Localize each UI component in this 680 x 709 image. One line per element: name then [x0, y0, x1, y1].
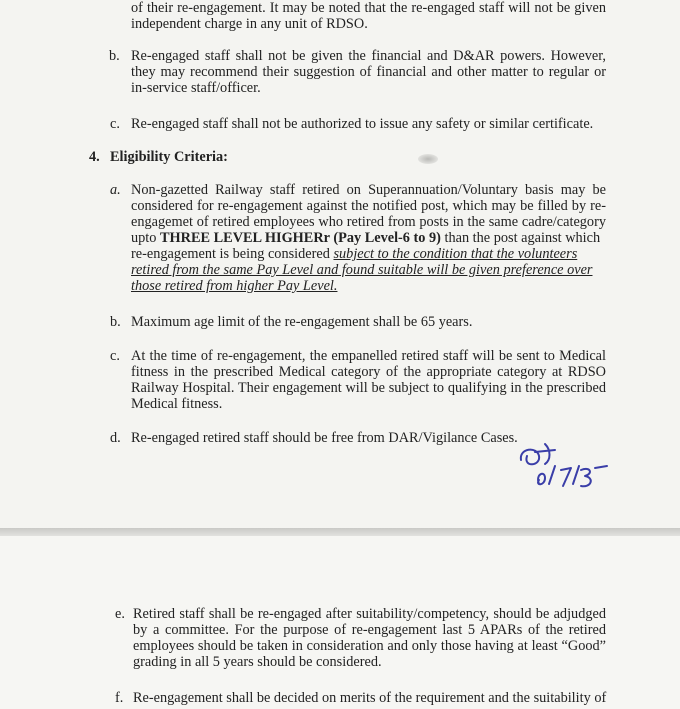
condition-underlined-start: subject to the condition that the volunteers [333, 246, 578, 262]
item-4a-line-4-end: than the post against which [440, 230, 601, 246]
intro-line-2: independent charge in any unit of RDSO. [131, 16, 368, 32]
item-4a-line-4-start: upto [131, 230, 160, 246]
item-e-line-1: Retired staff shall be re-engaged after suitability/competency, should be adjudged [133, 606, 606, 622]
item-e-line-2: by a committee. For the purpose of re-engagement last 5 APARs of the retired [133, 622, 606, 638]
page-break [0, 528, 680, 536]
item-4a-line-5-start: re-engagement is being considered [131, 246, 334, 262]
item-4a-line-5 [131, 246, 577, 262]
item-e-line-3: employees should be taken in consideration and only those having at least “Good” [133, 638, 606, 654]
item-c-marker: c. [110, 116, 120, 132]
section-4-title: Eligibility Criteria: [110, 149, 228, 165]
item-b-marker: b. [109, 48, 120, 64]
item-4a-line-3: engagemet of retired employees who retired from posts in the same cadre/category [131, 214, 606, 230]
item-4d-line-1: Re-engaged retired staff should be free from DAR/Vigilance Cases. [131, 430, 518, 446]
item-4c-line-4: Medical fitness. [131, 396, 223, 412]
item-4c-line-3: Railway Hospital. Their engagement will be subject to qualifying in the prescribed [131, 380, 606, 396]
item-4a-marker: a. [110, 182, 121, 198]
condition-underlined-line-2: those retired from higher Pay Level. [131, 278, 338, 294]
item-4a-line-1: Non-gazetted Railway staff retired on Superannuation/Voluntary basis may be [131, 182, 606, 198]
item-b-line-2: they may recommend their suggestion of financial and other matter to regular or [131, 64, 606, 80]
item-e-marker: e. [115, 606, 125, 622]
item-b-line-3: in-service staff/officer. [131, 80, 261, 96]
item-b-line-1: Re-engaged staff shall not be given the financial and D&AR powers. However, [131, 48, 606, 64]
section-4-number: 4. [89, 149, 100, 165]
item-4a-line-2: considered for re-engagement against the notified post, which may be filled by re- [131, 198, 606, 214]
scan-smudge [418, 154, 438, 164]
handwritten-signature [515, 440, 625, 500]
item-f-marker: f. [115, 690, 124, 706]
item-4a-line-4 [131, 230, 600, 246]
item-4b-line-1: Maximum age limit of the re-engagement shall be 65 years. [131, 314, 473, 330]
document-page-2 [0, 536, 680, 709]
item-e-line-4: grading in all 5 years should be considered. [133, 654, 382, 670]
item-c-line-1: Re-engaged staff shall not be authorized to issue any safety or similar certificate. [131, 116, 594, 132]
intro-line-1: of their re-engagement. It may be noted that the re-engaged staff will not be given [131, 0, 606, 16]
item-4c-marker: c. [110, 348, 120, 364]
condition-underlined-line-1: retired from the same Pay Level and found suitable will be given preference over [131, 262, 593, 278]
item-4d-marker: d. [110, 430, 121, 446]
item-f-line-1: Re-engagement shall be decided on merits of the requirement and the suitability of [133, 690, 607, 706]
pay-level-emphasis: THREE LEVEL HIGHERr (Pay Level-6 to 9) [160, 230, 441, 246]
item-4c-line-2: fitness in the prescribed Medical category of the appropriate category at RDSO [131, 364, 606, 380]
item-4b-marker: b. [110, 314, 121, 330]
item-4c-line-1: At the time of re-engagement, the empanelled retired staff will be sent to Medical [131, 348, 606, 364]
